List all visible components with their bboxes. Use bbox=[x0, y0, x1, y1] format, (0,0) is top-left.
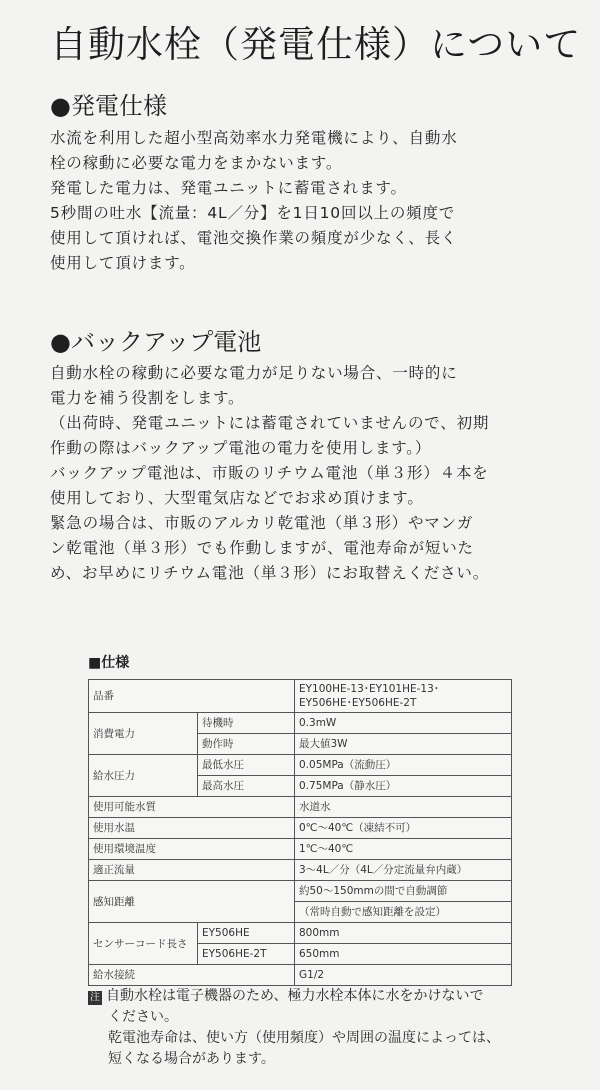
text-line: 自動水栓の稼動に必要な電力が足りない場合、一時的に bbox=[50, 364, 458, 382]
text-line: 使用して頂けます。 bbox=[50, 254, 196, 272]
text-line: 使用しており、大型電気店などでお求め頂けます。 bbox=[50, 489, 424, 507]
section-heading-backup-battery: ●バックアップ電池 bbox=[50, 328, 262, 356]
text-line: （出荷時、発電ユニットには蓄電されていませんので、初期 bbox=[50, 414, 490, 432]
spec-value-line: EY100HE-13･EY101HE-13･ bbox=[299, 683, 440, 695]
table-row bbox=[89, 797, 512, 818]
table-row bbox=[89, 755, 512, 776]
spec-value: 3〜4L／分（4L／分定流量弁内蔵） bbox=[295, 860, 512, 881]
spec-value: 水道水 bbox=[295, 797, 512, 818]
note-line: ください。 bbox=[108, 1009, 178, 1025]
spec-label: 適正流量 bbox=[89, 860, 295, 881]
spec-label: センサーコード長さ bbox=[89, 923, 198, 965]
spec-value bbox=[295, 680, 512, 713]
spec-label: 給水圧力 bbox=[89, 755, 198, 797]
text-line: 栓の稼動に必要な電力をまかないます。 bbox=[50, 154, 343, 172]
spec-value: 800mm bbox=[295, 923, 512, 944]
text-line: 発電した電力は、発電ユニットに蓄電されます。 bbox=[50, 179, 407, 197]
spec-value: 約50〜150mmの間で自動調節 bbox=[295, 881, 512, 902]
spec-value-line: EY506HE･EY506HE-2T bbox=[299, 697, 417, 709]
table-row bbox=[89, 839, 512, 860]
text-line: バックアップ電池は、市販のリチウム電池（単３形）４本を bbox=[50, 464, 489, 482]
spec-label: 使用水温 bbox=[89, 818, 295, 839]
table-row bbox=[89, 965, 512, 986]
spec-value: 650mm bbox=[295, 944, 512, 965]
table-row bbox=[89, 860, 512, 881]
spec-value: 0.75MPa（静水圧） bbox=[295, 776, 512, 797]
note-text: 自動水栓は電子機器のため、極力水栓本体に水をかけないで bbox=[106, 988, 484, 1004]
spec-sublabel: EY506HE bbox=[198, 923, 295, 944]
spec-label: 使用環境温度 bbox=[89, 839, 295, 860]
text-line: 水流を利用した超小型高効率水力発電機により、自動水 bbox=[50, 129, 458, 147]
spec-value: 0.05MPa（流動圧） bbox=[295, 755, 512, 776]
spec-table bbox=[88, 679, 512, 986]
spec-value: 最大値3W bbox=[295, 734, 512, 755]
spec-value: 0.3mW bbox=[295, 713, 512, 734]
spec-label: 給水接続 bbox=[89, 965, 295, 986]
spec-label: 消費電力 bbox=[89, 713, 198, 755]
section-heading-generation: ●発電仕様 bbox=[50, 92, 167, 120]
text-line: 電力を補う役割をします。 bbox=[50, 389, 245, 407]
page-title: 自動水栓（発電仕様）について bbox=[50, 23, 582, 66]
spec-value: 0℃〜40℃（凍結不可） bbox=[295, 818, 512, 839]
spec-title: ■仕様 bbox=[88, 655, 130, 671]
spec-value: G1/2 bbox=[295, 965, 512, 986]
spec-value: 1℃〜40℃ bbox=[295, 839, 512, 860]
note-mark-icon: 注 bbox=[90, 992, 100, 1003]
spec-label: 感知距離 bbox=[89, 881, 295, 923]
table-row bbox=[89, 881, 512, 902]
text-line: ン乾電池（単３形）でも作動しますが、電池寿命が短いた bbox=[50, 539, 474, 557]
spec-label: 品番 bbox=[89, 680, 295, 713]
spec-sublabel: 最低水圧 bbox=[198, 755, 295, 776]
text-line: 使用して頂ければ、電池交換作業の頻度が少なく、長く bbox=[50, 229, 458, 247]
notes bbox=[88, 986, 528, 1070]
table-row bbox=[89, 680, 512, 713]
text-line: 作動の際はバックアップ電池の電力を使用します。） bbox=[50, 439, 432, 457]
table-row bbox=[89, 713, 512, 734]
text-line: 5秒間の吐水【流量：4L／分】を1日10回以上の頻度で bbox=[50, 204, 456, 222]
table-row bbox=[89, 923, 512, 944]
spec-sublabel: 動作時 bbox=[198, 734, 295, 755]
note-line: 短くなる場合があります。 bbox=[108, 1051, 275, 1067]
spec-label: 使用可能水質 bbox=[89, 797, 295, 818]
text-line: 緊急の場合は、市販のアルカリ乾電池（単３形）やマンガ bbox=[50, 514, 474, 532]
note-line bbox=[88, 986, 528, 1007]
table-row bbox=[89, 818, 512, 839]
section-body-generation bbox=[50, 126, 570, 276]
section-body-backup-battery bbox=[50, 361, 570, 586]
spec-sublabel: 待機時 bbox=[198, 713, 295, 734]
text-line: め、お早めにリチウム電池（単３形）にお取替えください。 bbox=[50, 564, 490, 582]
spec-sublabel: EY506HE-2T bbox=[198, 944, 295, 965]
spec-value: （常時自動で感知距離を設定） bbox=[295, 902, 512, 923]
note-line: 乾電池寿命は、使い方（使用頻度）や周囲の温度によっては、 bbox=[108, 1030, 500, 1046]
spec-sublabel: 最高水圧 bbox=[198, 776, 295, 797]
